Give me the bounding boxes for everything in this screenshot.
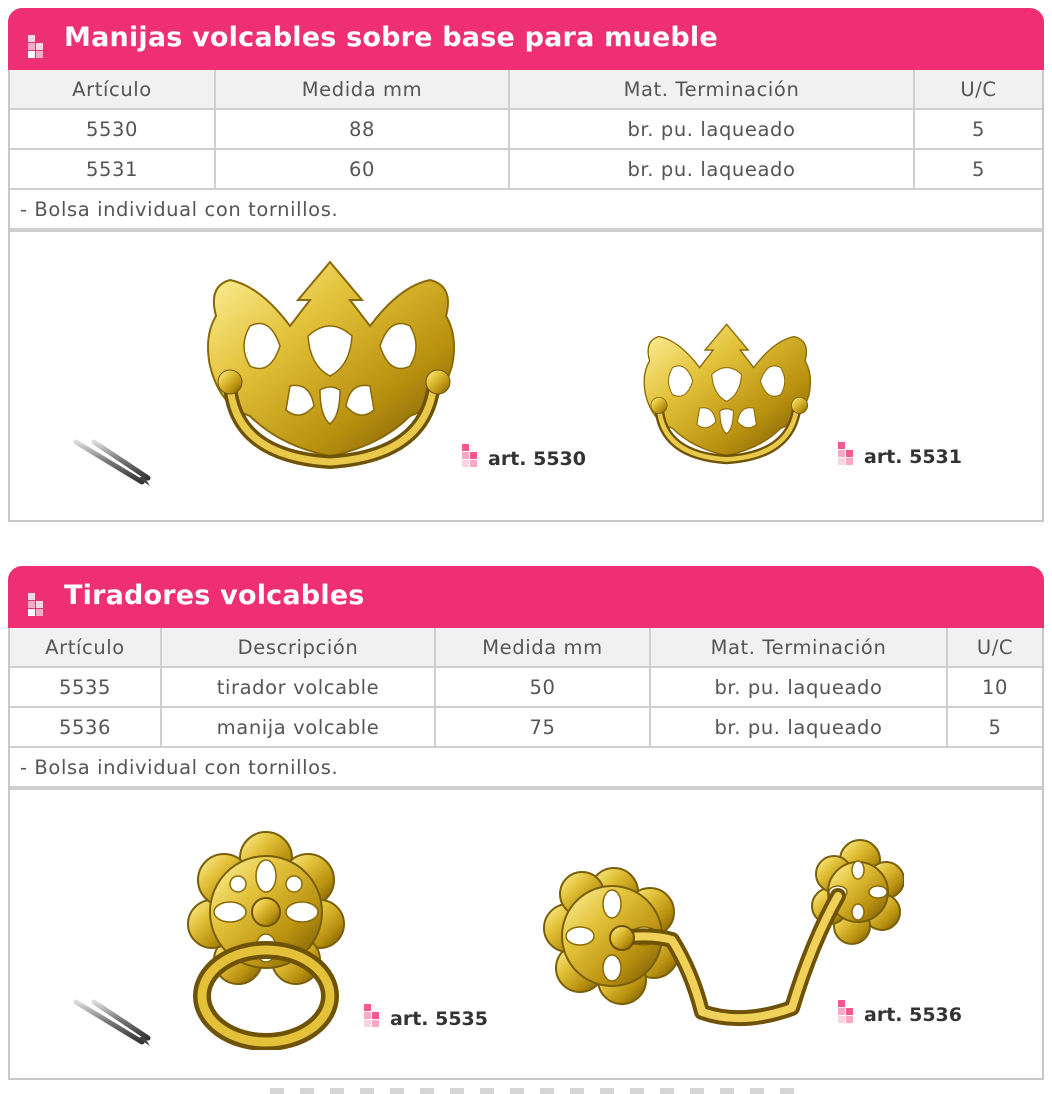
column-header: Mat. Terminación	[509, 70, 914, 109]
spec-table	[10, 628, 1042, 788]
cell-articulo: 5536	[10, 707, 161, 747]
note-text: - Bolsa individual con tornillos.	[10, 747, 1042, 787]
art-label-5536: art. 5536	[864, 1004, 962, 1026]
column-header: Artículo	[10, 628, 161, 667]
spec-table	[10, 70, 1042, 230]
square-bullet-icon	[28, 34, 52, 58]
cell-medida: 60	[215, 149, 509, 189]
cell-uc: 5	[947, 707, 1042, 747]
table-note-row	[10, 189, 1042, 229]
art-label-5535: art. 5535	[390, 1008, 488, 1030]
section-title: Manijas volcables sobre base para mueble	[64, 22, 718, 53]
column-header: Descripción	[161, 628, 435, 667]
table-row	[10, 667, 1042, 707]
cell-medida: 50	[435, 667, 650, 707]
square-bullet-icon	[364, 1004, 384, 1026]
cell-descripcion: manija volcable	[161, 707, 435, 747]
note-text: - Bolsa individual con tornillos.	[10, 189, 1042, 229]
column-header: Mat. Terminación	[650, 628, 947, 667]
handle-5530-image	[190, 256, 480, 486]
section-title: Tiradores volcables	[64, 580, 365, 611]
table-header-row	[10, 70, 1042, 109]
handle-5531-image	[632, 320, 828, 476]
cell-articulo: 5530	[10, 109, 215, 149]
product-images	[10, 230, 1042, 520]
column-header: U/C	[914, 70, 1042, 109]
cell-articulo: 5535	[10, 667, 161, 707]
square-bullet-icon	[838, 442, 858, 464]
column-header: Medida mm	[435, 628, 650, 667]
table-row	[10, 109, 1042, 149]
product-section-tiradores	[8, 566, 1044, 1080]
product-section-manijas	[8, 8, 1044, 522]
art-label-5531: art. 5531	[864, 446, 962, 468]
section-header	[8, 566, 1044, 628]
cell-descripcion: tirador volcable	[161, 667, 435, 707]
product-images	[10, 788, 1042, 1078]
column-header: Artículo	[10, 70, 215, 109]
cell-medida: 88	[215, 109, 509, 149]
cropped-footer-text	[270, 1088, 810, 1094]
table-note-row	[10, 747, 1042, 787]
screws-icon	[72, 998, 152, 1050]
table-header-row	[10, 628, 1042, 667]
cell-uc: 10	[947, 667, 1042, 707]
square-bullet-icon	[462, 444, 482, 466]
column-header: Medida mm	[215, 70, 509, 109]
cell-medida: 75	[435, 707, 650, 747]
cell-uc: 5	[914, 149, 1042, 189]
cell-articulo: 5531	[10, 149, 215, 189]
cell-terminacion: br. pu. laqueado	[650, 667, 947, 707]
table-row	[10, 149, 1042, 189]
cell-terminacion: br. pu. laqueado	[509, 109, 914, 149]
section-header	[8, 8, 1044, 70]
square-bullet-icon	[28, 592, 52, 616]
cell-terminacion: br. pu. laqueado	[650, 707, 947, 747]
screws-icon	[72, 438, 152, 490]
table-row	[10, 707, 1042, 747]
square-bullet-icon	[838, 1000, 858, 1022]
cell-terminacion: br. pu. laqueado	[509, 149, 914, 189]
column-header: U/C	[947, 628, 1042, 667]
art-label-5530: art. 5530	[488, 448, 586, 470]
pull-5535-image	[178, 828, 354, 1050]
cell-uc: 5	[914, 109, 1042, 149]
